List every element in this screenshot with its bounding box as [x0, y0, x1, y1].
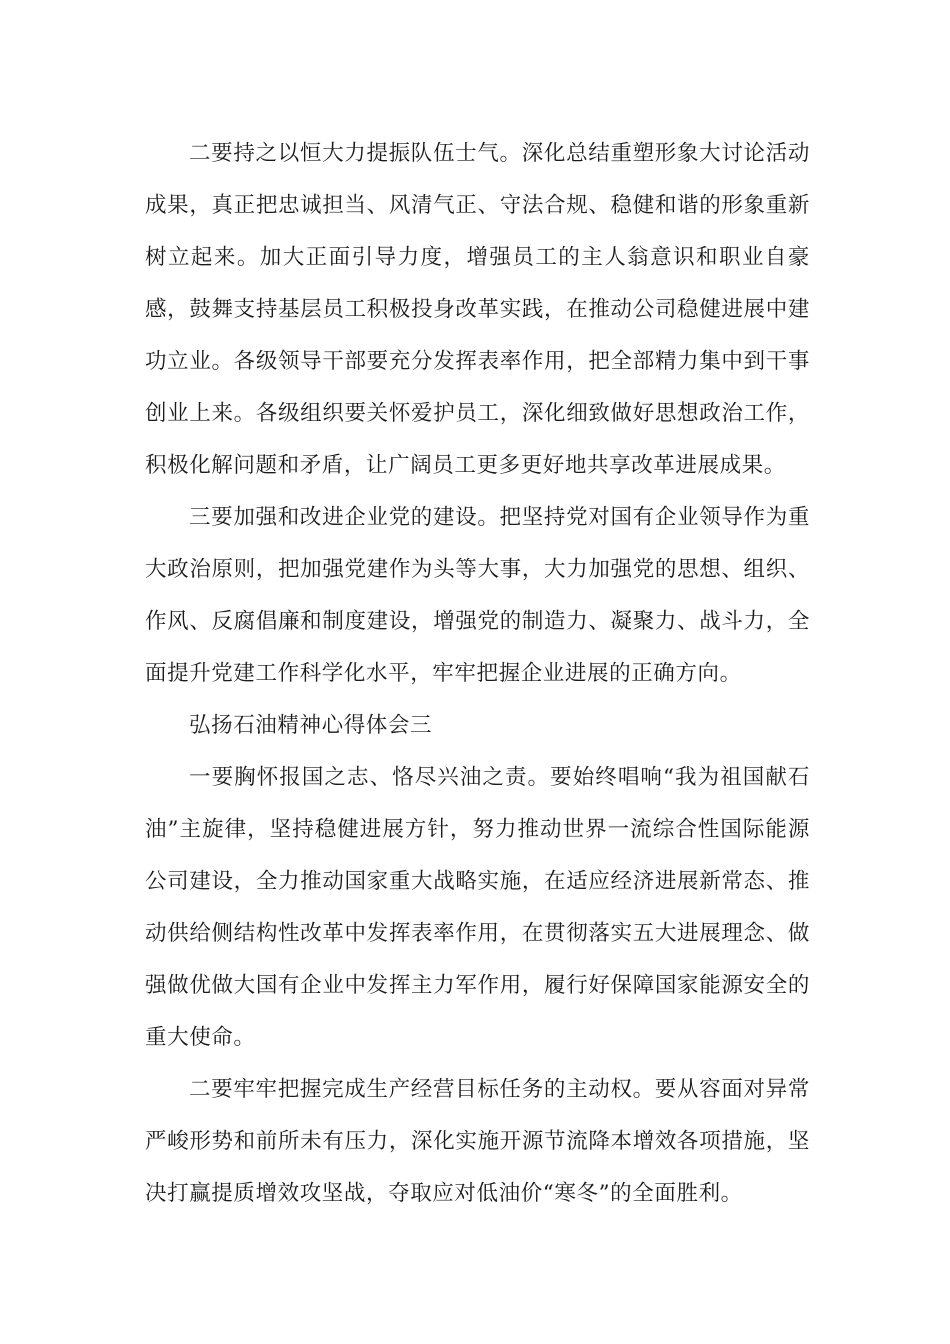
section-title: 弘扬石油精神心得体会三 [189, 713, 433, 738]
paragraph-production-goals: 二要牢牢把握完成生产经营目标任务的主动权。要从容面对异常严峻形势和前所未有压力，深化实施开源节流降本增效各项措施，坚决打赢提质增效攻坚战，夺取应对低油价“寒冬”的全面胜利。 [145, 1077, 810, 1206]
paragraph-national-mission: 一要胸怀报国之志、恪尽兴油之责。要始终唱响“我为祖国献石油”主旋律，坚持稳健进展方针，努力推动世界一流综合性国际能源公司建设，全力推动国家重大战略实施，在适应经济进展新常态、推动供给侧结构性改革中发挥表率作用，在贯彻落实五大进展理念、做强做优做大国有企业中发挥主力军作用，履行好保障国家能源安全的重大使命。 [145, 765, 810, 1050]
paragraph-morale: 二要持之以恒大力提振队伍士气。深化总结重塑形象大讨论活动成果，真正把忠诚担当、风清气正、守法合规、稳健和谐的形象重新树立起来。加大正面引导力度，增强员工的主人翁意识和职业自豪感，鼓舞支持基层员工积极投身改革实践，在推动公司稳健进展中建功立业。各级领导干部要充分发挥表率作用，把全部精力集中到干事创业上来。各级组织要关怀爱护员工，深化细致做好思想政治工作，积极化解问题和矛盾，让广阔员工更多更好地共享改革进展成果。 [145, 141, 810, 478]
paragraph-party-building: 三要加强和改进企业党的建设。把坚持党对国有企业领导作为重大政治原则，把加强党建作为头等大事，大力加强党的思想、组织、作风、反腐倡廉和制度建设，增强党的制造力、凝聚力、战斗力，全面提升党建工作科学化水平，牢牢把握企业进展的正确方向。 [145, 505, 810, 686]
document-body [145, 128, 810, 1220]
